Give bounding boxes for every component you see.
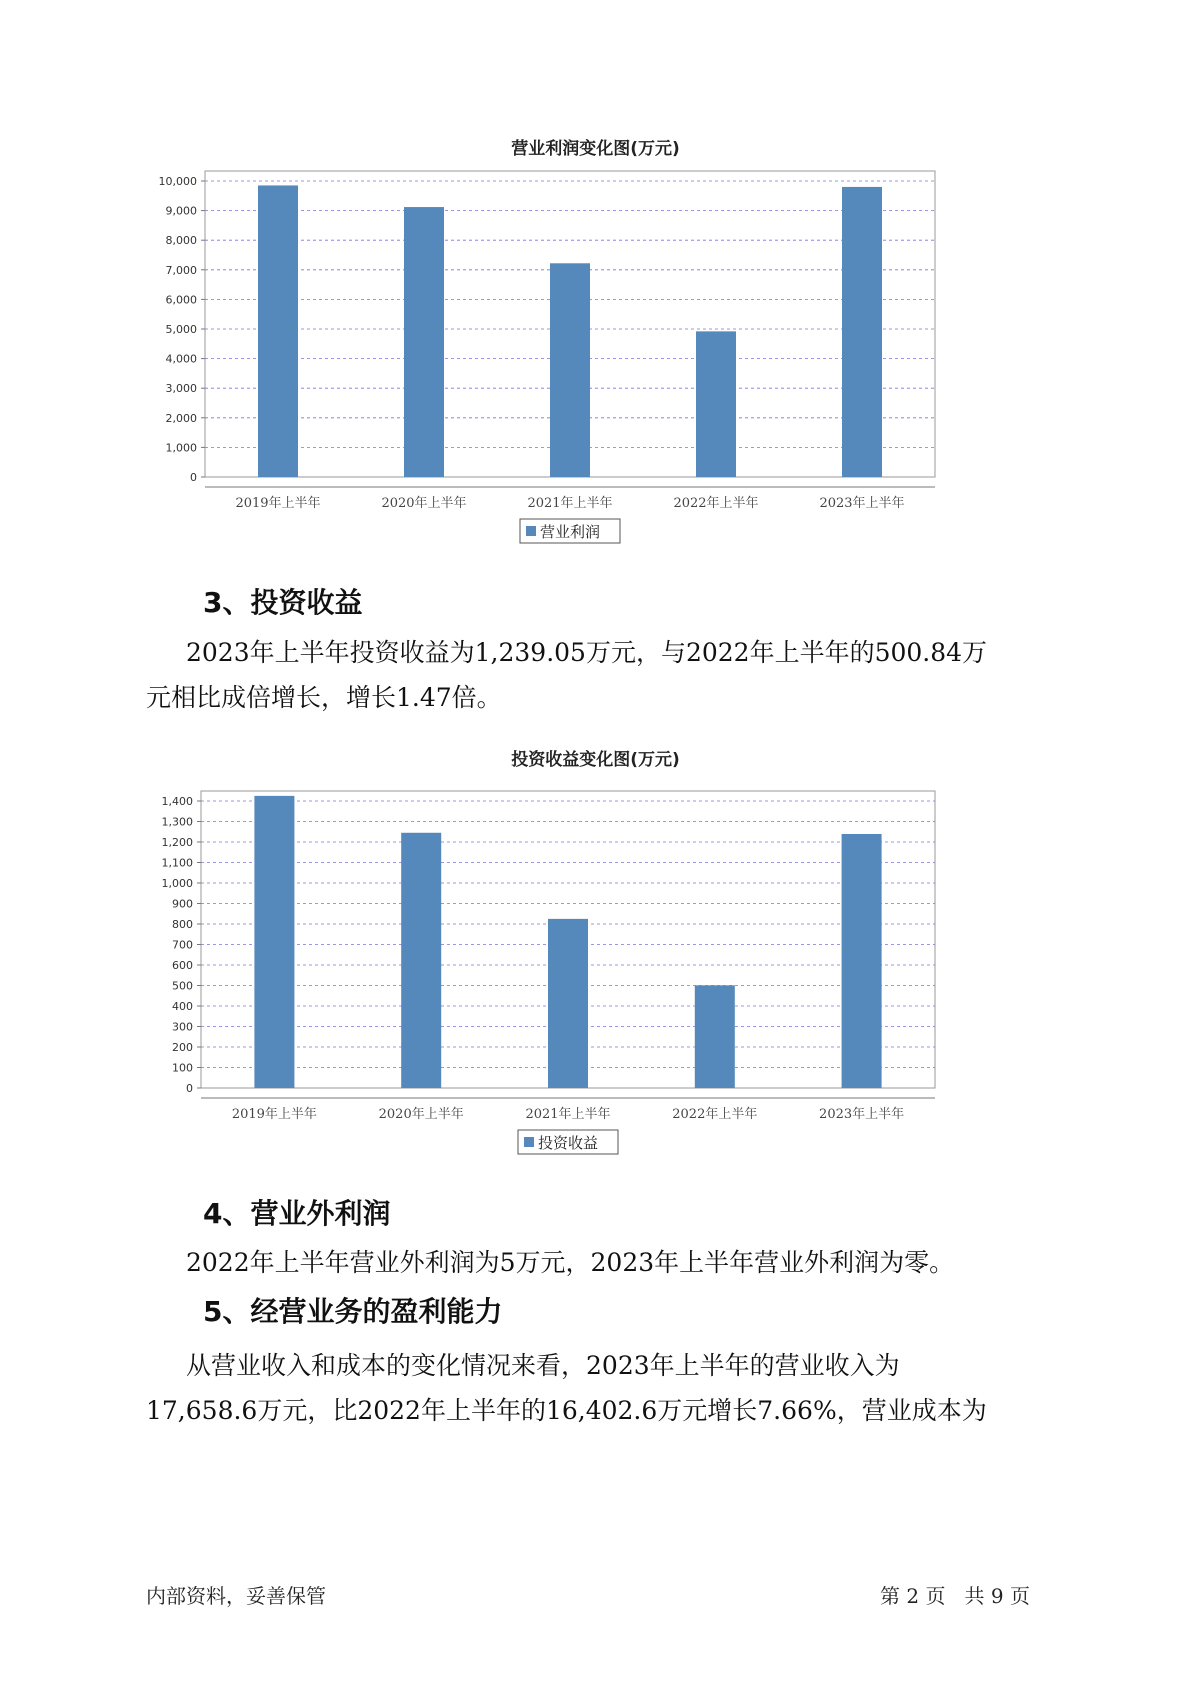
operating-profit-chart	[0, 160, 1191, 560]
x-tick-label: 2023年上半年	[819, 1107, 905, 1122]
bar	[548, 919, 588, 1088]
y-tick-label: 400	[172, 1000, 193, 1013]
bar	[842, 834, 882, 1088]
section3-paragraph-line1: 2023年上半年投资收益为1,239.05万元，与2022年上半年的500.84万	[186, 638, 988, 667]
y-tick-label: 2,000	[165, 411, 197, 425]
x-tick-label: 2020年上半年	[381, 496, 467, 511]
x-tick-label: 2022年上半年	[673, 496, 759, 511]
x-tick-label: 2022年上半年	[672, 1107, 758, 1122]
x-tick-label: 2020年上半年	[378, 1107, 464, 1122]
section3-heading: 3、投资收益	[203, 586, 363, 619]
bar	[695, 985, 735, 1088]
x-tick-label: 2021年上半年	[525, 1107, 611, 1122]
y-tick-label: 1,200	[161, 836, 193, 849]
legend-label: 投资收益	[538, 1134, 599, 1152]
investment-income-chart	[0, 772, 1191, 1172]
y-tick-label: 6,000	[165, 293, 197, 307]
y-tick-label: 5,000	[165, 323, 197, 336]
y-tick-label: 1,100	[161, 856, 193, 870]
legend-label: 营业利润	[540, 523, 601, 541]
bar	[258, 185, 298, 477]
x-tick-label: 2021年上半年	[527, 496, 613, 511]
bar	[404, 207, 444, 477]
chart1-title: 营业利润变化图(万元)	[511, 139, 680, 159]
y-tick-label: 1,400	[161, 795, 193, 808]
y-tick-label: 7,000	[165, 263, 197, 277]
x-tick-label: 2019年上半年	[231, 1107, 317, 1122]
y-tick-label: 0	[186, 1082, 193, 1095]
legend-swatch	[524, 1137, 534, 1147]
bar	[401, 833, 441, 1088]
y-tick-label: 9,000	[165, 204, 197, 218]
footer-page-number: 第 2 页 共 9 页	[880, 1584, 1030, 1608]
x-tick-label: 2019年上半年	[235, 496, 321, 511]
y-tick-label: 200	[172, 1041, 193, 1054]
bar	[696, 331, 736, 477]
y-tick-label: 900	[172, 897, 193, 911]
y-tick-label: 800	[172, 918, 193, 931]
x-tick-label: 2023年上半年	[819, 496, 905, 511]
chart2-title: 投资收益变化图(万元)	[511, 750, 680, 770]
section3-paragraph-line2: 元相比成倍增长，增长1.47倍。	[146, 683, 502, 712]
bar	[550, 263, 590, 477]
section5-heading: 5、经营业务的盈利能力	[203, 1295, 503, 1328]
y-tick-label: 600	[172, 959, 193, 972]
section4-paragraph-line1: 2022年上半年营业外利润为5万元，2023年上半年营业外利润为零。	[186, 1248, 955, 1277]
bar	[842, 187, 882, 477]
y-tick-label: 1,300	[161, 815, 193, 829]
y-tick-label: 10,000	[158, 175, 197, 188]
footer-confidential-note: 内部资料，妥善保管	[146, 1584, 326, 1608]
y-tick-label: 4,000	[165, 352, 197, 366]
section5-paragraph-line2: 17,658.6万元，比2022年上半年的16,402.6万元增长7.66%，营业成本为	[146, 1396, 987, 1425]
y-tick-label: 100	[172, 1061, 193, 1075]
y-tick-label: 500	[172, 979, 193, 993]
legend-swatch	[526, 526, 536, 536]
section4-heading: 4、营业外利润	[203, 1197, 391, 1230]
y-tick-label: 1,000	[161, 877, 193, 890]
y-tick-label: 700	[172, 938, 193, 952]
y-tick-label: 3,000	[165, 382, 197, 396]
y-tick-label: 1,000	[165, 441, 197, 455]
bar	[254, 796, 294, 1088]
y-tick-label: 300	[172, 1020, 193, 1034]
y-tick-label: 0	[190, 471, 197, 484]
section5-paragraph-line1: 从营业收入和成本的变化情况来看，2023年上半年的营业收入为	[186, 1351, 900, 1380]
y-tick-label: 8,000	[165, 234, 197, 248]
